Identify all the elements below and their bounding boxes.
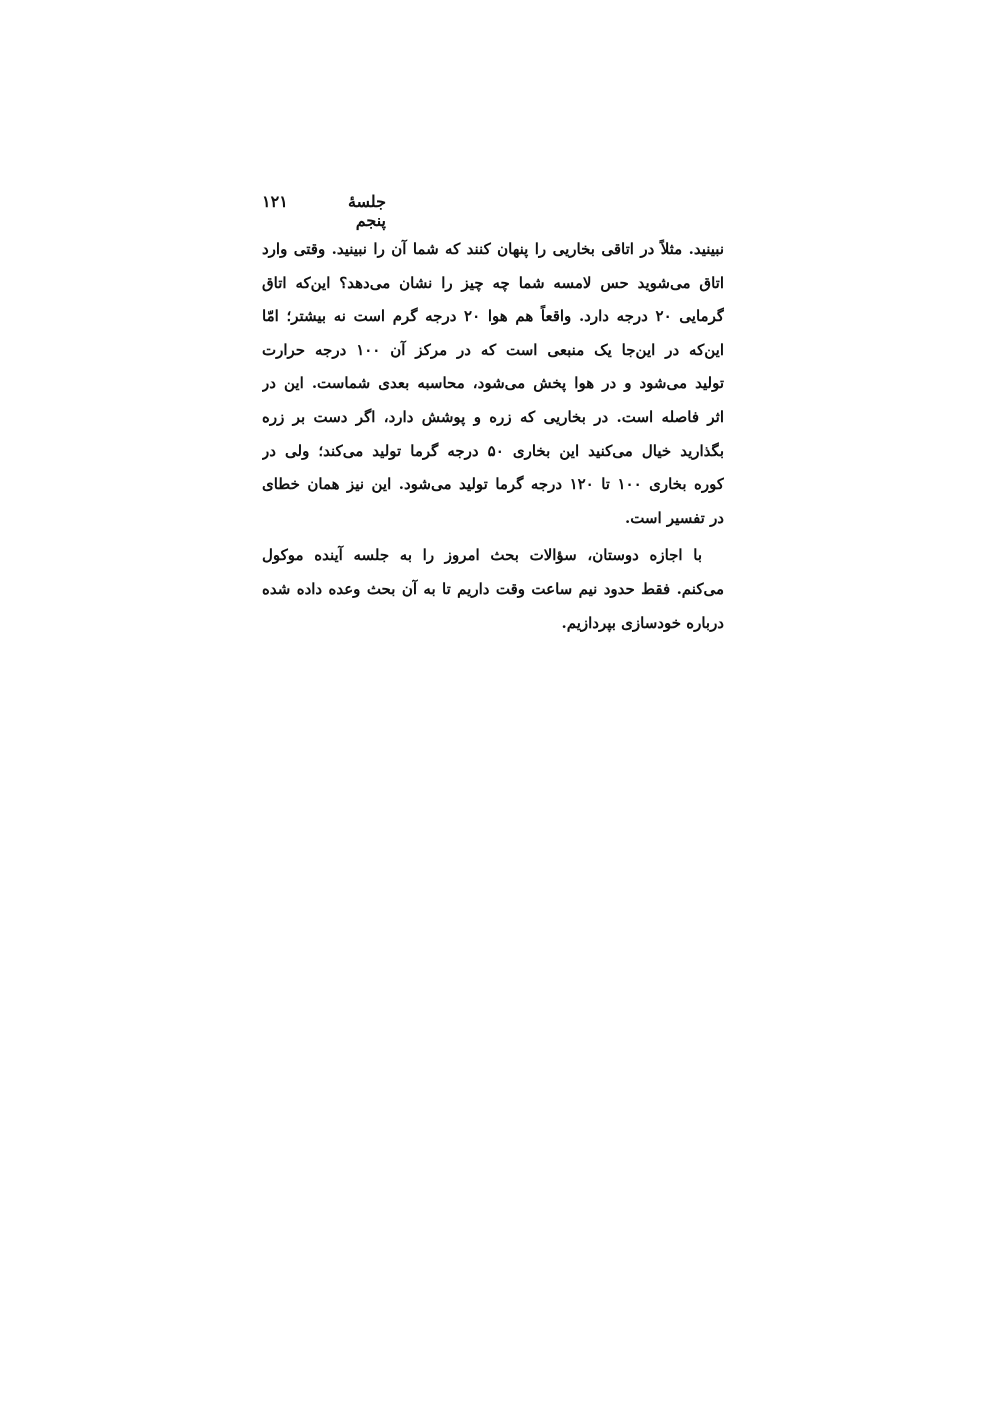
text-line: اثر فاصله است. در بخاریی که زره و پوشش دارد، اگر دست بر زره [262,407,724,426]
text-line: کوره بخاری ۱۰۰ تا ۱۲۰ درجه گرما تولید می‌شود. این نیز همان خطای [262,475,724,494]
page-number: ۱۲۱ [262,192,288,211]
text-line: بگذارید خیال می‌کنید این بخاری ۵۰ درجه گرما تولید می‌کند؛ ولی در [262,441,724,460]
text-line: درباره خودسازی بپردازیم. [561,613,724,632]
paragraph [262,233,724,535]
text-line: اتاق می‌شوید حس لامسه شما چه چیز را نشان می‌دهد؟ این‌که اتاق [262,273,724,292]
text-line: تولید می‌شود و در هوا پخش می‌شود، محاسبه بعدی شماست. این در [262,374,724,393]
body-text [262,233,724,640]
running-header [262,192,386,230]
text-line: می‌کنم. فقط حدود نیم ساعت وقت داریم تا به آن بحث وعده داده شده [262,579,724,598]
paragraph [262,539,724,640]
chapter-title: جلسهٔ پنجم [347,192,386,230]
text-line: با اجازه دوستان، سؤالات بحث امروز را به جلسه آینده موکول [262,546,702,565]
text-line: در تفسیر است. [624,508,724,527]
text-line: نبینید. مثلاً در اتاقی بخاریی را پنهان کنند که شما آن را نبینید. وقتی وارد [262,240,724,258]
text-line: این‌که در این‌جا یک منبعی است که در مرکز آن ۱۰۰ درجه حرارت [262,340,724,359]
text-line: گرمایی ۲۰ درجه دارد. واقعاً هم هوا ۲۰ درجه گرم است نه بیشتر؛ امّا [262,307,724,326]
